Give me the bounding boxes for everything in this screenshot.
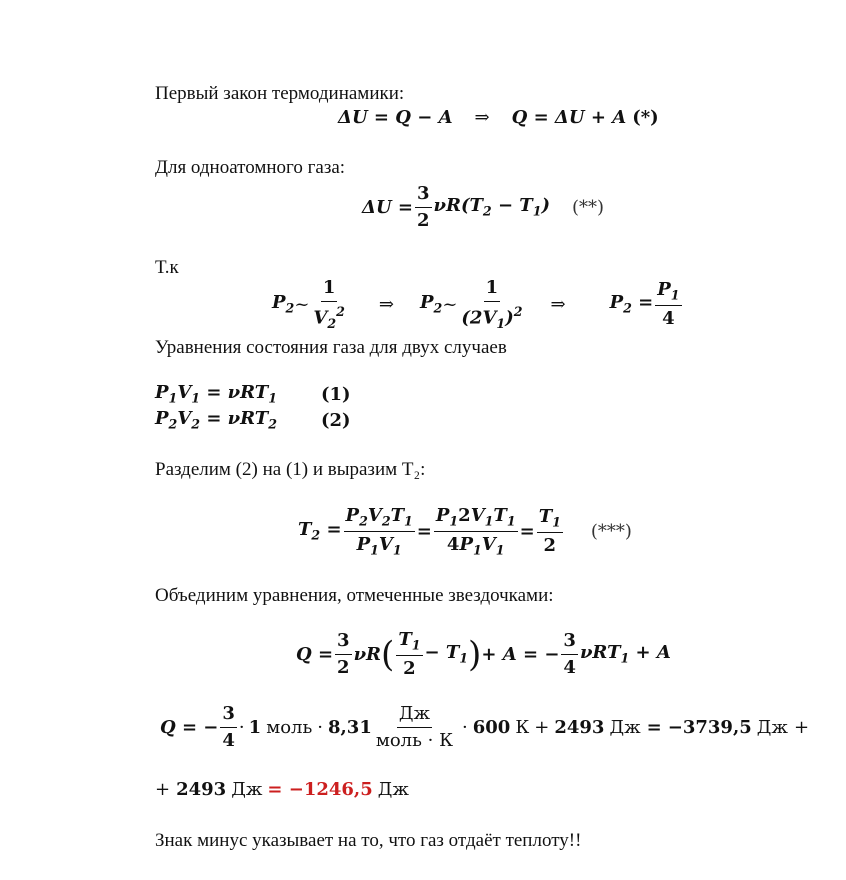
fraction-one-over-2v1sq: $\frac{1}{(2V_1)^2}$ xyxy=(461,277,523,331)
combine-heading: Объединим уравнения, отмеченные звездочками: xyxy=(155,585,554,606)
eq2-label: (2) xyxy=(320,409,351,431)
fraction-three-halves-2: $\frac{3}{2}$ xyxy=(337,630,350,678)
internal-energy-equation: ΔU = $\frac{3}{2}$ $\nu R(T_2 - T_1)$ (**) xyxy=(362,183,605,231)
first-law-equation: ΔU = Q − A ⇒ Q = ΔU + A (*) xyxy=(338,107,659,128)
state-equation-1: $P_1V_1 = \nu RT_1$ (1) xyxy=(155,382,351,406)
tk-text: Т.к xyxy=(155,257,179,278)
star2-label: (**) xyxy=(571,196,605,218)
pressure-relation: $P_2$ ~ $\frac{1}{V_2^2}$ ⇒ $P_2$ ~ $\frac{1}{(2V_1)^2}$ ⇒ $P_2$ = $\frac{P_1}{4}$ xyxy=(272,277,680,331)
monatomic-heading: Для одноатомного газа: xyxy=(155,157,346,178)
eq1-label: (1) xyxy=(320,383,351,405)
final-answer: + 2493 Дж = −1246,5 Дж xyxy=(155,779,409,800)
state-equation-2: $P_2V_2 = \nu RT_2$ (2) xyxy=(155,408,351,432)
fraction-units-j-per-mol-k: $\frac{Дж}{\text{моль · К}}$ xyxy=(375,703,454,751)
fraction-three-halves: $\frac{3}{2}$ xyxy=(417,183,430,231)
fraction-p1-over-4: $\frac{P_1}{4}$ xyxy=(657,278,680,329)
fraction-three-quarters-2: $\frac{3}{4}$ xyxy=(222,703,235,751)
fraction-t1-over-2-b: $\frac{T_1}{2}$ xyxy=(398,629,421,679)
fraction-p12v1t1-over-4p1v1: $\frac{P_12V_1T_1}{4P_1V_1}$ xyxy=(435,505,516,558)
heat-equation: Q = $\frac{3}{2}$ νR ( $\frac{T_1}{2}$ − $T_1$ ) + A = − $\frac{3}{4}$ νRT$_1$ + A xyxy=(296,629,671,679)
star3-label: (***) xyxy=(590,520,632,542)
temperature-equation: $T_2$ = $\frac{P_2V_2T_1}{P_1V_1}$ = $\frac{P_12V_1T_1}{4P_1V_1}$ = $\frac{T_1}{2}$ (***) xyxy=(298,505,632,558)
state-equations-heading: Уравнения состояния газа для двух случаев xyxy=(155,337,507,358)
fraction-three-quarters: $\frac{3}{4}$ xyxy=(563,630,576,678)
fraction-t1-over-2: $\frac{T_1}{2}$ xyxy=(538,506,561,556)
unit-mol: моль xyxy=(266,716,313,738)
answer-value: = −1246,5 xyxy=(267,779,373,800)
conclusion-text: Знак минус указывает на то, что газ отдаёт теплоту!! xyxy=(155,830,582,851)
star1-label: (*) xyxy=(632,107,659,128)
divide-heading: Разделим (2) на (1) и выразим Т₂: xyxy=(155,459,426,480)
fraction-one-over-v2sq: $\frac{1}{V_2^2}$ xyxy=(313,277,345,331)
numeric-calculation: Q = − $\frac{3}{4}$ · 1 моль · 8,31 $\frac{Дж}{\text{моль · К}}$ · 600 К + 2493 Дж = −3739,5 Дж + xyxy=(160,703,810,751)
first-law-heading: Первый закон термодинамики: xyxy=(155,83,405,104)
fraction-p2v2t1-over-p1v1: $\frac{P_2V_2T_1}{P_1V_1}$ xyxy=(345,505,413,558)
